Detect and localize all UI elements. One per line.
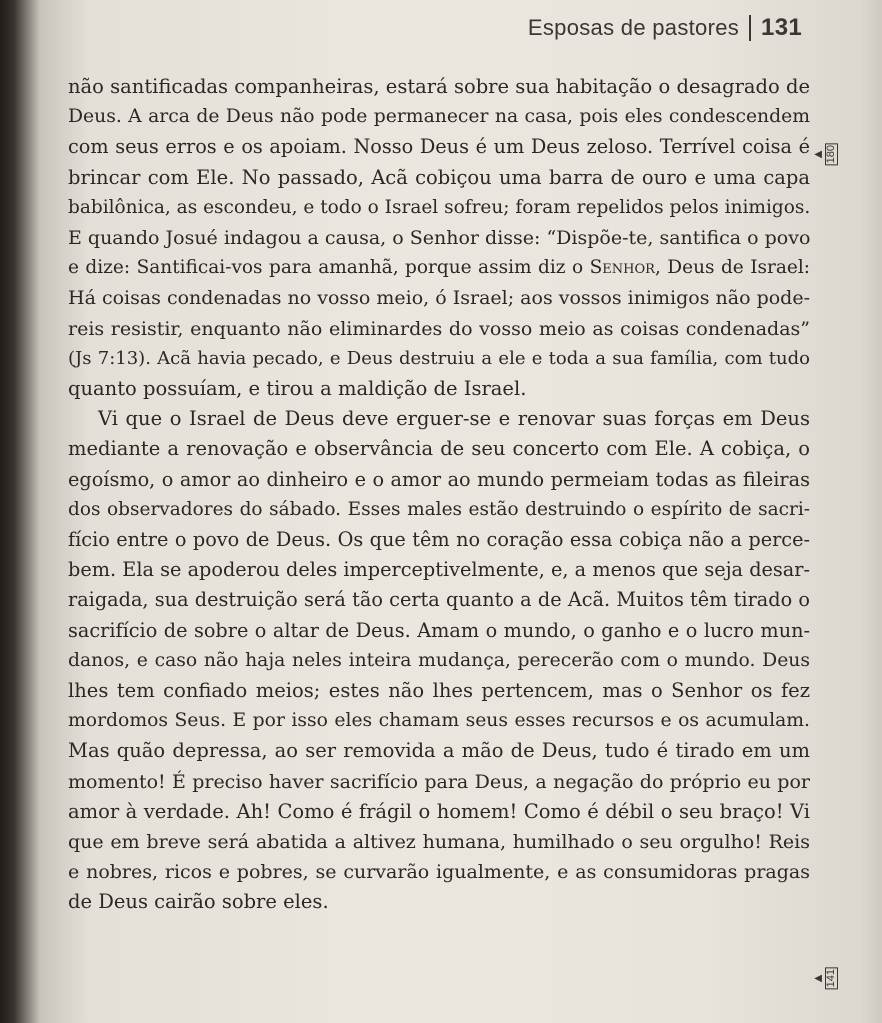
text-line — [68, 253, 810, 283]
chapter-title: Esposas de pastores — [527, 15, 740, 40]
text-line: mediante a renovação e observância de seu concerto com Ele. A cobiça, o — [68, 437, 810, 461]
text-segment: , Deus de Israel: — [654, 257, 810, 279]
text-line: Mas quão depressa, ao ser removida a mão de Deus, tudo é tirado em um — [68, 739, 810, 763]
text-line: lhes tem confiado meios; estes não lhes pertencem, mas o Senhor os fez — [68, 679, 810, 703]
text-line: com seus erros e os apoiam. Nosso Deus é um Deus zeloso. Terrível coisa é — [68, 135, 810, 159]
text-line: e nobres, ricos e pobres, se curvarão igualmente, e as consumidoras pragas — [68, 861, 810, 884]
text-line: que em breve será abatida a altivez humana, humilhado o seu orgulho! Reis — [68, 831, 810, 854]
header-divider — [749, 15, 751, 41]
small-caps-lord: Senhor — [589, 257, 655, 279]
text-line: de Deus cairão sobre eles. — [68, 890, 329, 914]
left-arrow-icon: ◀ — [814, 148, 822, 160]
text-line: Vi que o Israel de Deus deve erguer-se e renovar suas forças em Deus — [98, 407, 810, 431]
text-line: momento! É preciso haver sacrifício para Deus, a negação do próprio eu por — [68, 770, 810, 793]
margin-ref-number: 180 — [825, 145, 837, 164]
running-header — [528, 14, 802, 42]
paragraph-2 — [68, 404, 810, 917]
paragraph-1 — [68, 72, 810, 404]
text-line: não santificadas companheiras, estará sobre sua habitação o desagrado de — [68, 75, 810, 98]
text-line: babilônica, as escondeu, e todo o Israel sofreu; foram repelidos pelos inimigos. — [68, 196, 811, 218]
text-line: sacrifício de sobre o altar de Deus. Amam o mundo, o ganho e o lucro mun- — [68, 618, 810, 642]
text-line: (Js 7:13). Acã havia pecado, e Deus destruiu a ele e toda a sua família, com tudo — [68, 347, 810, 369]
text-line: bem. Ela se apoderou deles imperceptivelmente, e, a menos que seja desar- — [68, 558, 810, 582]
text-line: fício entre o povo de Deus. Os que têm no coração essa cobiça não a perce- — [68, 528, 810, 552]
text-line: E quando Josué indagou a causa, o Senhor disse: “Dispõe-te, santifica o povo — [68, 227, 811, 250]
text-line: dos observadores do sábado. Esses males estão destruindo o espírito de sacri- — [68, 498, 810, 520]
page-number: 131 — [761, 14, 802, 41]
text-line: danos, e caso não haja neles inteira mudança, perecerão com o mundo. Deus — [68, 649, 810, 671]
margin-reference-1 — [814, 143, 838, 165]
margin-reference-2 — [814, 967, 838, 989]
text-line: quanto possuíam, e tirou a maldição de Israel. — [68, 377, 527, 401]
text-line: brincar com Ele. No passado, Acã cobiçou uma barra de ouro e uma capa — [68, 165, 810, 189]
margin-ref-number: 141 — [825, 969, 837, 988]
text-line: Deus. A arca de Deus não pode permanecer na casa, pois eles condescendem — [68, 106, 810, 128]
text-segment: e dize: Santificai-vos para amanhã, porque assim diz o — [68, 257, 590, 279]
text-line: reis resistir, enquanto não eliminardes do vosso meio as coisas condenadas” — [68, 317, 810, 340]
text-line: raigada, sua destruição será tão certa quanto a de Acã. Muitos têm tirado o — [68, 588, 810, 612]
text-line: amor à verdade. Ah! Como é frágil o homem! Como é débil o seu braço! Vi — [68, 799, 810, 823]
left-arrow-icon: ◀ — [814, 972, 822, 984]
text-line: mordomos Seus. E por isso eles chamam seus esses recursos e os acumulam. — [68, 710, 810, 732]
text-line: egoísmo, o amor ao dinheiro e o amor ao mundo permeiam todas as fileiras — [68, 467, 810, 491]
body-text — [68, 72, 810, 918]
text-line: Há coisas condenadas no vosso meio, ó Israel; aos vossos inimigos não pode- — [68, 287, 810, 310]
